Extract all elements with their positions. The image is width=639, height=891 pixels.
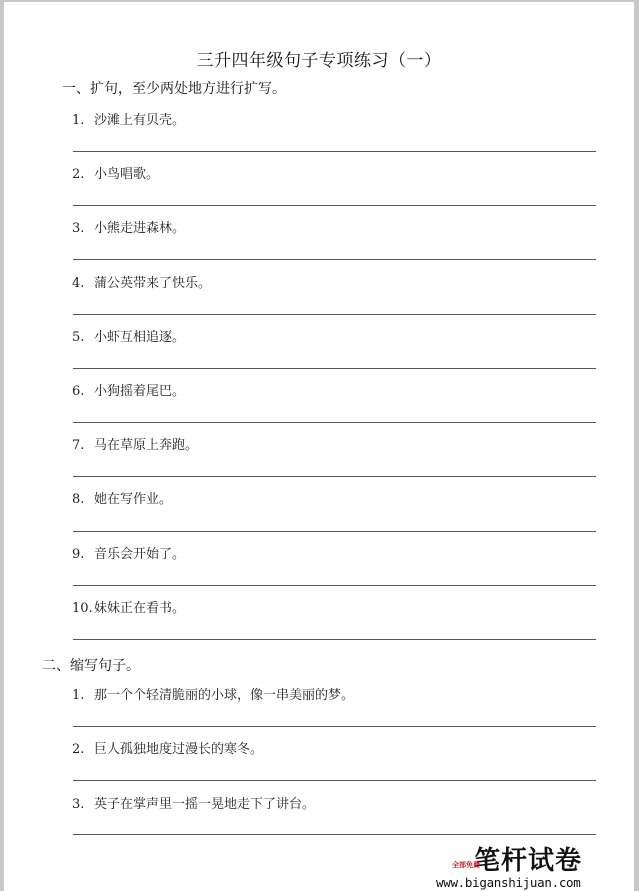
list-item [72, 163, 159, 182]
item-number: 10. [72, 601, 93, 616]
item-text: 妹妹正在看书。 [94, 601, 186, 616]
item-text: 沙滩上有贝壳。 [94, 113, 186, 128]
watermark-free-tag: 全部免费 [452, 861, 480, 869]
item-number: 3. [72, 797, 85, 812]
item-number: 9. [72, 547, 85, 562]
item-text: 小熊走进森林。 [94, 221, 186, 236]
list-item [72, 434, 198, 453]
item-text: 英子在掌声里一摇一晃地走下了讲台。 [94, 797, 316, 812]
item-number: 3. [72, 221, 85, 236]
list-item [72, 109, 185, 128]
item-number: 1. [72, 688, 85, 703]
item-number: 2. [72, 742, 85, 757]
page-title: 三升四年级句子专项练习（一） [196, 51, 442, 71]
item-text: 小鸟唱歌。 [94, 167, 160, 182]
answer-line[interactable] [73, 726, 596, 727]
answer-line[interactable] [73, 314, 596, 315]
list-item [72, 597, 185, 616]
list-item [72, 684, 354, 703]
item-number: 4. [72, 276, 85, 291]
item-number: 6. [72, 384, 85, 399]
item-text: 马在草原上奔跑。 [94, 438, 199, 453]
section-heading-condense: 二、缩写句子。 [42, 658, 140, 674]
item-text: 蒲公英带来了快乐。 [94, 276, 212, 291]
item-text: 小虾互相追逐。 [94, 330, 186, 345]
item-number: 7. [72, 438, 85, 453]
worksheet-page [4, 2, 634, 891]
item-text: 巨人孤独地度过漫长的寒冬。 [94, 742, 264, 757]
list-item [72, 217, 185, 236]
list-item [72, 488, 172, 507]
answer-line[interactable] [73, 639, 596, 640]
answer-line[interactable] [73, 205, 596, 206]
list-item [72, 738, 263, 757]
item-number: 2. [72, 167, 85, 182]
list-item [72, 326, 185, 345]
answer-line[interactable] [73, 780, 596, 781]
item-number: 1. [72, 113, 85, 128]
item-number: 8. [72, 492, 85, 507]
item-text: 那一个个轻清脆丽的小球，像一串美丽的梦。 [94, 688, 355, 703]
item-text: 音乐会开始了。 [94, 547, 186, 562]
answer-line[interactable] [73, 151, 596, 152]
answer-line[interactable] [73, 531, 596, 532]
answer-line[interactable] [73, 834, 596, 835]
list-item [72, 272, 211, 291]
answer-line[interactable] [73, 368, 596, 369]
item-text: 小狗摇着尾巴。 [94, 384, 186, 399]
item-text: 她在写作业。 [94, 492, 173, 507]
answer-line[interactable] [73, 476, 596, 477]
list-item [72, 380, 185, 399]
answer-line[interactable] [73, 422, 596, 423]
watermark-url: www.biganshijuan.com [436, 875, 581, 890]
watermark-logo [436, 840, 612, 890]
item-number: 5. [72, 330, 85, 345]
watermark-brand: 笔杆试卷 [474, 846, 583, 876]
list-item [72, 543, 185, 562]
section-heading-expand: 一、扩句，至少两处地方进行扩写。 [62, 81, 286, 97]
list-item [72, 793, 315, 812]
answer-line[interactable] [73, 585, 596, 586]
answer-line[interactable] [73, 259, 596, 260]
